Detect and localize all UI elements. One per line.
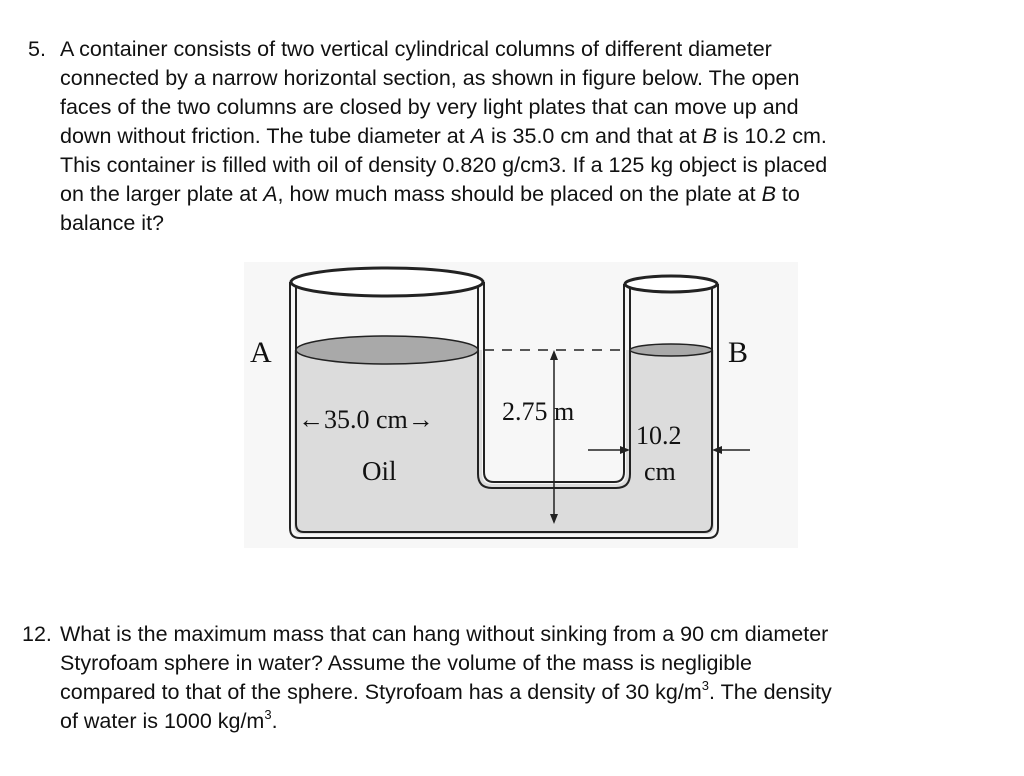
problem-number: 5. — [28, 37, 46, 61]
problem-line: connected by a narrow horizontal section, as shown in figure below. The open — [60, 66, 800, 90]
problem-line: balance it? — [60, 211, 164, 235]
rim-a — [291, 268, 483, 296]
superscript: 3 — [701, 677, 710, 693]
width-label-a: ←35.0 cm→ — [298, 405, 434, 434]
problem-12 — [22, 620, 988, 736]
problem-5 — [28, 35, 988, 238]
variable-a: A — [470, 124, 486, 148]
text-run: on the larger plate at — [60, 182, 264, 206]
problem-number: 12. — [22, 622, 52, 646]
rim-b — [625, 276, 717, 292]
superscript: 3 — [264, 706, 272, 722]
text-run: down without friction. The tube diameter at — [60, 124, 471, 148]
problem-line: This container is filled with oil of density 0.820 g/cm3. If a 125 kg object is placed — [60, 153, 828, 177]
problem-line: faces of the two columns are closed by very light plates that can move up and — [60, 95, 799, 119]
height-label: 2.75 m — [502, 397, 575, 426]
label-b: B — [728, 336, 749, 369]
width-label-b-top: 10.2 — [636, 421, 682, 450]
variable-a: A — [263, 182, 278, 206]
text-run: . The density — [709, 680, 832, 704]
text-run: of water is 1000 kg/m — [60, 709, 265, 733]
plate-b — [630, 344, 712, 356]
problem-line — [60, 707, 988, 736]
problem-line: A container consists of two vertical cylindrical columns of different diameter — [60, 37, 772, 61]
text-run: to — [775, 182, 800, 206]
problem-line: Styrofoam sphere in water? Assume the volume of the mass is negligible — [60, 651, 752, 675]
text-run: compared to that of the sphere. Styrofoam has a density of 30 kg/m — [60, 680, 702, 704]
problem-line — [60, 122, 988, 151]
label-a: A — [250, 336, 272, 369]
variable-b: B — [702, 124, 717, 148]
text-run: is 35.0 cm and that at — [485, 124, 703, 148]
text-run: is 10.2 cm. — [716, 124, 827, 148]
width-label-b-bottom: cm — [644, 457, 676, 486]
problem-text — [60, 620, 988, 736]
problem-line — [60, 678, 988, 707]
hydraulic-container-figure — [244, 262, 798, 548]
problem-text — [60, 35, 988, 238]
problem-line — [60, 180, 988, 209]
problem-line: What is the maximum mass that can hang without sinking from a 90 cm diameter — [60, 622, 829, 646]
text-run: , how much mass should be placed on the plate at — [277, 182, 762, 206]
text-run: . — [271, 709, 278, 733]
plate-a — [296, 336, 478, 364]
fluid-label: Oil — [362, 456, 397, 486]
variable-b: B — [761, 182, 776, 206]
